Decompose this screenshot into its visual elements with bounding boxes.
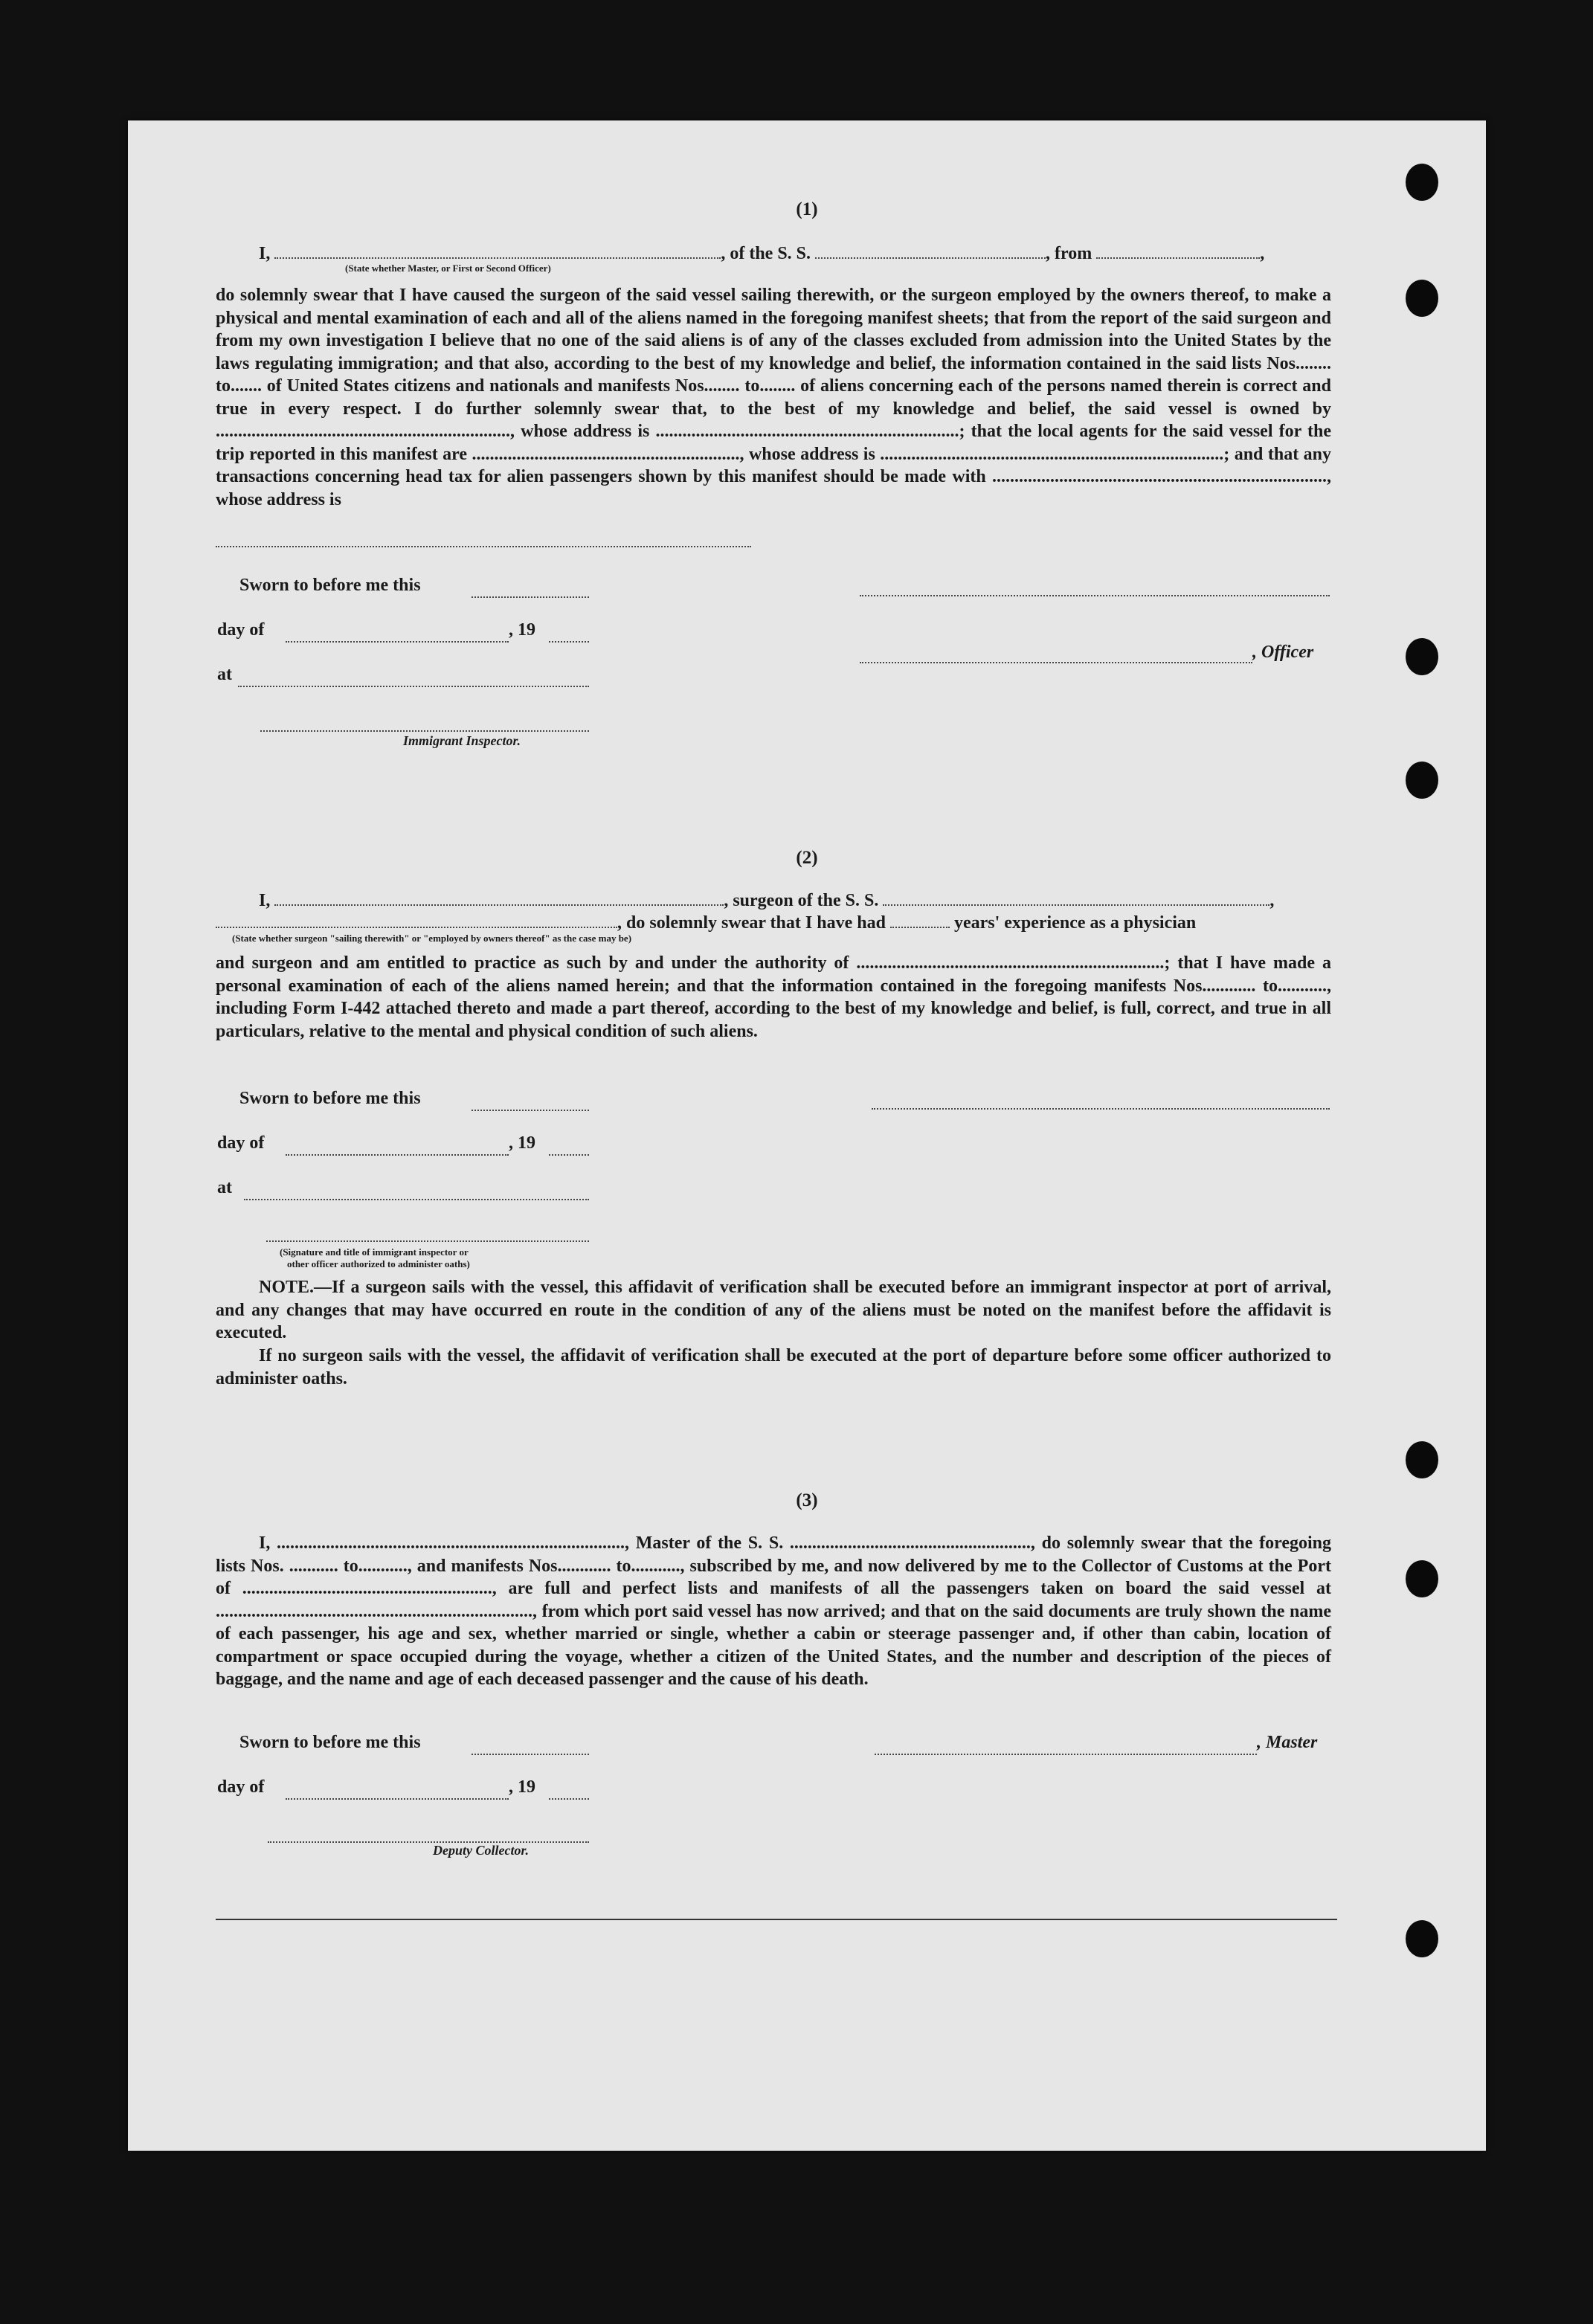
- officer-label: , Officer: [1252, 643, 1314, 662]
- officer-signature-field[interactable]: [860, 593, 1330, 596]
- punch-hole: [1406, 762, 1438, 799]
- section-2-number: (2): [796, 848, 818, 868]
- sworn-label: Sworn to before me this: [239, 576, 421, 595]
- at-place-field[interactable]: [244, 1197, 589, 1200]
- day-of-label: day of: [217, 620, 265, 640]
- punch-hole: [1406, 280, 1438, 317]
- swear-label: , do solemnly swear that I have had: [617, 913, 886, 933]
- i-label: I,: [259, 244, 271, 263]
- surgeon-name-field[interactable]: [274, 891, 724, 906]
- day-month-field[interactable]: [286, 1797, 509, 1800]
- i-label: I,: [259, 891, 271, 910]
- master-signature-field[interactable]: [875, 1752, 1257, 1755]
- inspector-signature-field[interactable]: [266, 1239, 589, 1242]
- at-place-field[interactable]: [238, 684, 589, 687]
- deputy-signature-field[interactable]: [268, 1840, 589, 1843]
- ship-name-field[interactable]: [815, 244, 1046, 259]
- sworn-date-field[interactable]: [472, 1752, 589, 1755]
- day-of-label: day of: [217, 1777, 265, 1797]
- surgeon-caption: (State whether surgeon "sailing therewith" or "employed by owners thereof" as the case may be): [232, 933, 632, 944]
- sworn-label: Sworn to before me this: [239, 1089, 421, 1108]
- signature-caption-line-2: other officer authorized to administer oaths): [287, 1258, 470, 1269]
- surgeon-of-label: , surgeon of the S. S.: [724, 891, 879, 910]
- punch-hole: [1406, 1560, 1438, 1597]
- year-field[interactable]: [549, 1797, 589, 1800]
- year-label: , 19: [509, 620, 535, 640]
- section-1-first-line: I, , of the S. S. , from ,: [259, 244, 1265, 263]
- address-continuation-field[interactable]: [216, 544, 751, 547]
- punch-hole: [1406, 638, 1438, 675]
- punch-hole: [1406, 1920, 1438, 1957]
- year-field[interactable]: [549, 1153, 589, 1156]
- year-label: , 19: [509, 1777, 535, 1797]
- day-month-field[interactable]: [286, 1153, 509, 1156]
- at-label: at: [217, 1178, 232, 1197]
- year-field[interactable]: [549, 640, 589, 643]
- punch-hole: [1406, 1441, 1438, 1478]
- surgeon-type-field[interactable]: [216, 913, 617, 928]
- note-paragraph-1: NOTE.—If a surgeon sails with the vessel, this affidavit of verification shall be executed before an immigrant inspector at port of arrival, and any changes that may have occurred en route in the condition of any of the aliens must be noted on the manifest before the affidavit is executed.: [216, 1278, 1331, 1342]
- inspector-label: Immigrant Inspector.: [403, 733, 521, 748]
- master-label: , Master: [1257, 1733, 1318, 1752]
- punch-hole: [1406, 164, 1438, 201]
- from-port-field[interactable]: [1096, 244, 1260, 259]
- sworn-date-field[interactable]: [472, 1108, 589, 1111]
- officer-title-field[interactable]: [860, 660, 1252, 663]
- section-3-number: (3): [796, 1490, 818, 1510]
- sworn-label: Sworn to before me this: [239, 1733, 421, 1752]
- years-label: years' experience as a physician: [953, 913, 1197, 933]
- section-2-body: and surgeon and am entitled to practice as such by and under the authority of .....................................................................; that I have made a personal examination of each of the aliens named herein; and that the information contained in the foregoing manifests Nos............ to..........., including Form I-442 attached thereto and made a part thereof, according to the best of my knowledge and belief, is full, correct, and true in all particulars, relative to the mental and physical condition of such aliens.: [216, 953, 1331, 1041]
- years-field[interactable]: [890, 913, 950, 928]
- surgeon-ship-field[interactable]: [883, 891, 1269, 906]
- section-2-first-line: I, , surgeon of the S. S. ,: [259, 891, 1275, 910]
- bottom-rule: [216, 1919, 1337, 1920]
- at-label: at: [217, 665, 232, 684]
- year-label: , 19: [509, 1133, 535, 1153]
- section-2-second-line: [216, 912, 1331, 935]
- section-3-body: I, .............................................................................., Master of the S. S. ......................................................, do solemnly swear that the foregoing lists Nos. ........... to..........., and manifests Nos............ to..........., subscribed by me, and now delivered by me to the Collector of Customs at the Port of ........................................................, are full and perfect lists and manifests of all the passengers taken on board the said vessel at ......................................................................., from which port said vessel has now arrived; and that on the said documents are truly shown the name of each passenger, his age and sex, whether married or single, whether a cabin or steerage passenger and, if other than cabin, location of compartment or space occupied during the voyage, whether a citizen of the United States, and the number and description of the pieces of baggage, and the name and age of each deceased passenger and the cause of his death.: [216, 1533, 1331, 1689]
- deputy-label: Deputy Collector.: [433, 1843, 529, 1858]
- surgeon-signature-field[interactable]: [872, 1107, 1330, 1110]
- day-month-field[interactable]: [286, 640, 509, 643]
- officer-name-field[interactable]: [274, 244, 721, 259]
- section-1-body: do solemnly swear that I have caused the surgeon of the said vessel sailing therewith, or the surgeon employed by the owners thereof, to make a physical and mental examination of each and all of the aliens named in the foregoing manifest sheets; that from the report of the said surgeon and from my own investigation I believe that no one of the said aliens is of any of the classes excluded from admission into the United States by the laws regulating immigration; and that also, according to the best of my knowledge and belief, the information contained in the said lists Nos........ to....... of United States citizens and nationals and manifests Nos........ to........ of aliens concerning each of the persons named therein is correct and true in every respect. I do further solemnly swear that, to the best of my knowledge and belief, the said vessel is owned by .................................................................., whose address is ....................................................................; that the local agents for the said vessel for the trip reported in this manifest are ............................................................, whose address is .............................................................................; and that any transactions concerning head tax for alien passengers shown by this manifest should be made with ..........................................................................., whose address is: [216, 286, 1331, 509]
- inspector-signature-field[interactable]: [260, 729, 589, 732]
- day-of-label: day of: [217, 1133, 265, 1153]
- of-ss-label: , of the S. S.: [721, 244, 811, 263]
- signature-caption-line-1: (Signature and title of immigrant inspector or: [280, 1246, 469, 1258]
- form-page: [128, 120, 1486, 2151]
- officer-caption: (State whether Master, or First or Second Officer): [345, 263, 551, 274]
- sworn-date-field[interactable]: [472, 595, 589, 598]
- note-paragraph-2: If no surgeon sails with the vessel, the affidavit of verification shall be executed at the port of departure before some officer authorized to administer oaths.: [216, 1346, 1331, 1388]
- from-label: , from: [1046, 244, 1092, 263]
- section-1-number: (1): [796, 199, 818, 219]
